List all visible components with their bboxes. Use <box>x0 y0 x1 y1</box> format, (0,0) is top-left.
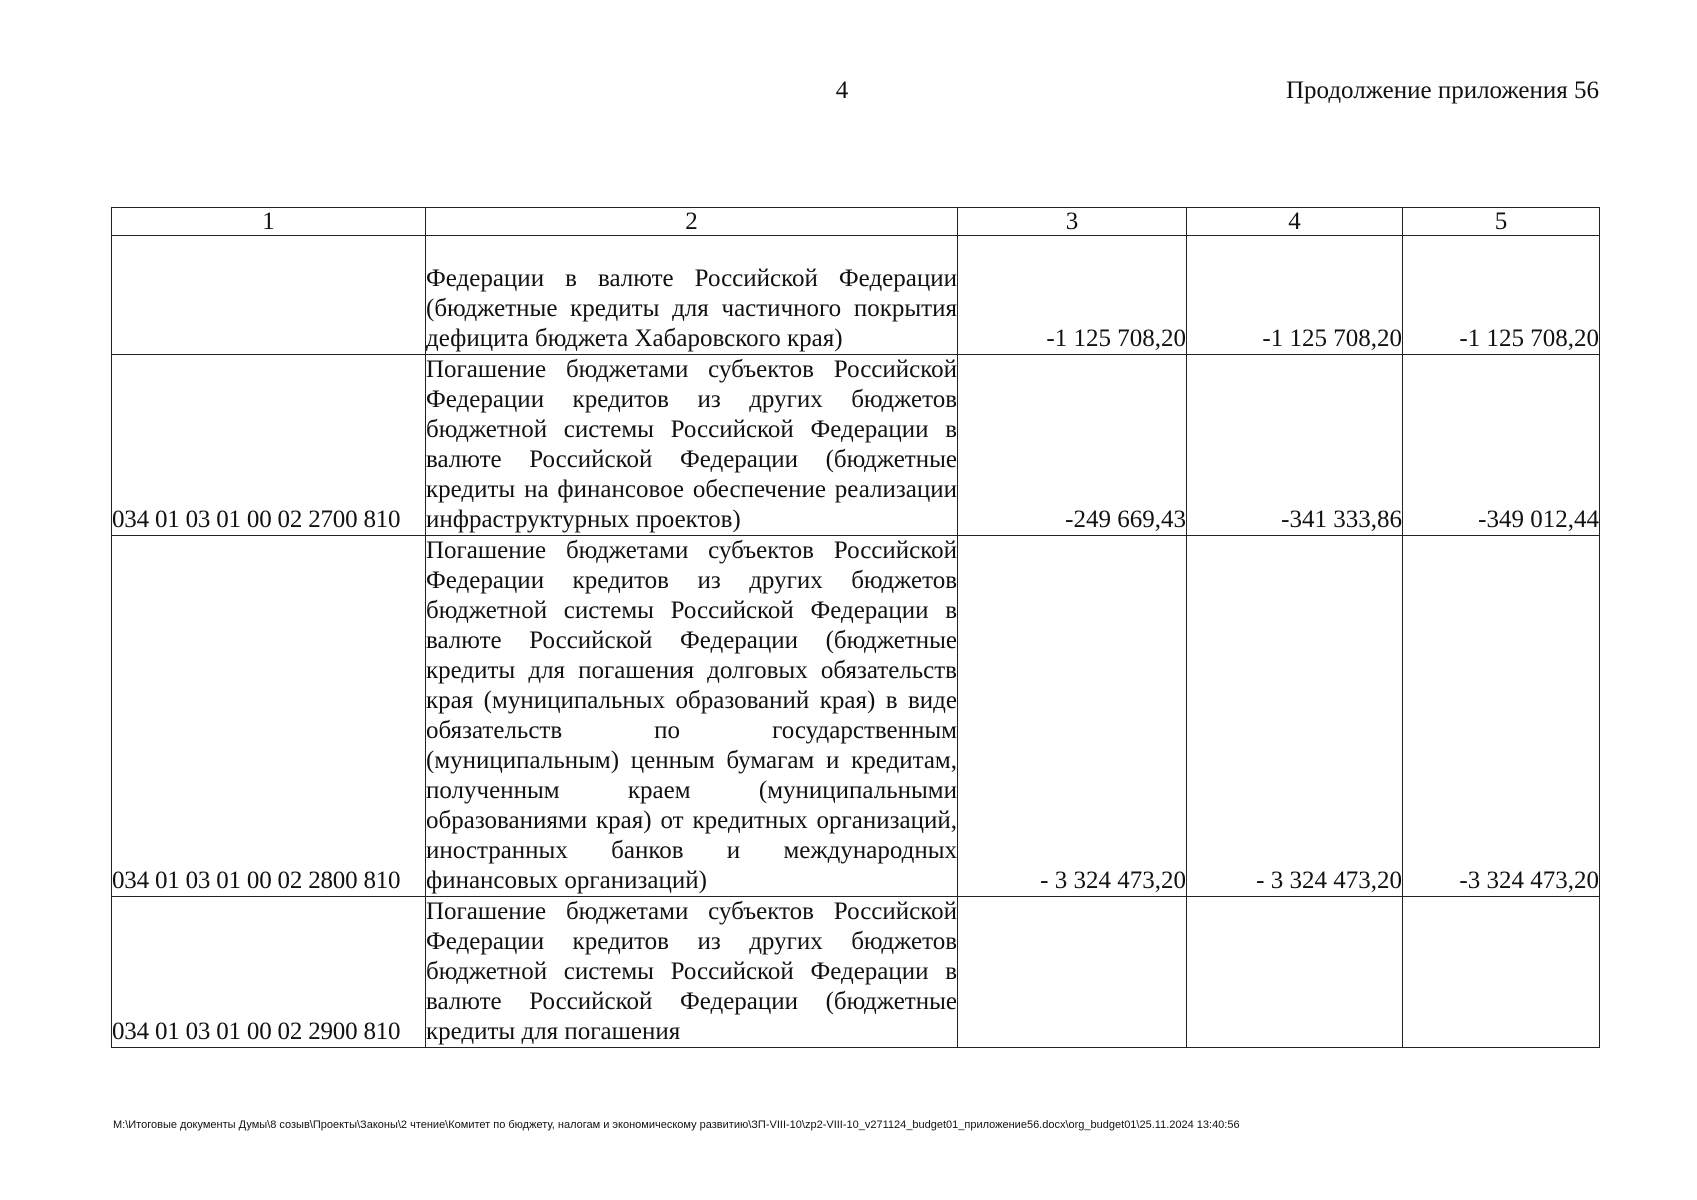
description-cell: Погашение бюджетами субъектов Российской Федерации кредитов из других бюджетов бюджетной системы Российской Федерации в валюте Российской Федерации (бюджетные кредиты для погашения долговых обязательств края (муниципальных образований края) в виде обязательств по государственным (муниципальным) ценным бумагам и кредитам, полученным краем (муниципальными образованиями края) от кредитных организаций, иностранных банков и международных финансовых организаций) <box>426 536 958 897</box>
amount-cell-col4: -341 333,86 <box>1187 355 1403 536</box>
description-cell: Погашение бюджетами субъектов Российской Федерации кредитов из других бюджетов бюджетной системы Российской Федерации в валюте Российской Федерации (бюджетные кредиты для погашения <box>426 897 958 1048</box>
amount-cell-col4: - 3 324 473,20 <box>1187 536 1403 897</box>
table-row <box>112 897 1600 1048</box>
amount-cell-col3: -1 125 708,20 <box>958 236 1187 355</box>
document-file-path: M:\Итоговые документы Думы\8 созыв\Проекты\Законы\2 чтение\Комитет по бюджету, налогам и экономическому развитию\ЗП-VIII-10\zp2-VIII-10_v271124_budget01_приложение56.docx\org_budget01\25.11.2024 13:40:56 <box>113 1119 1240 1131</box>
table-row <box>112 536 1600 897</box>
budget-table <box>111 207 1600 1048</box>
amount-cell-col4 <box>1187 897 1403 1048</box>
budget-code-cell: 034 01 03 01 00 02 2800 810 <box>112 536 426 897</box>
description-cell: Федерации в валюте Российской Федерации (бюджетные кредиты для частичного покрытия дефицита бюджета Хабаровского края) <box>426 236 958 355</box>
table-header-row <box>112 208 1600 236</box>
amount-cell-col5 <box>1403 897 1600 1048</box>
amount-cell-col3 <box>958 897 1187 1048</box>
column-header: 2 <box>426 208 958 236</box>
budget-code-cell: 034 01 03 01 00 02 2700 810 <box>112 355 426 536</box>
amount-cell-col3: -249 669,43 <box>958 355 1187 536</box>
appendix-title: Продолжение приложения 56 <box>1285 77 1599 104</box>
amount-cell-col5: -1 125 708,20 <box>1403 236 1600 355</box>
amount-cell-col5: -3 324 473,20 <box>1403 536 1600 897</box>
table-row <box>112 236 1600 355</box>
amount-cell-col4: -1 125 708,20 <box>1187 236 1403 355</box>
amount-cell-col5: -349 012,44 <box>1403 355 1600 536</box>
budget-code-cell <box>112 236 426 355</box>
amount-cell-col3: - 3 324 473,20 <box>958 536 1187 897</box>
column-header: 3 <box>958 208 1187 236</box>
page-number: 4 <box>835 77 849 104</box>
column-header: 1 <box>112 208 426 236</box>
column-header: 5 <box>1403 208 1600 236</box>
description-cell: Погашение бюджетами субъектов Российской Федерации кредитов из других бюджетов бюджетной системы Российской Федерации в валюте Российской Федерации (бюджетные кредиты на финансовое обеспечение реализации инфраструктурных проектов) <box>426 355 958 536</box>
table-row <box>112 355 1600 536</box>
budget-code-cell: 034 01 03 01 00 02 2900 810 <box>112 897 426 1048</box>
column-header: 4 <box>1187 208 1403 236</box>
